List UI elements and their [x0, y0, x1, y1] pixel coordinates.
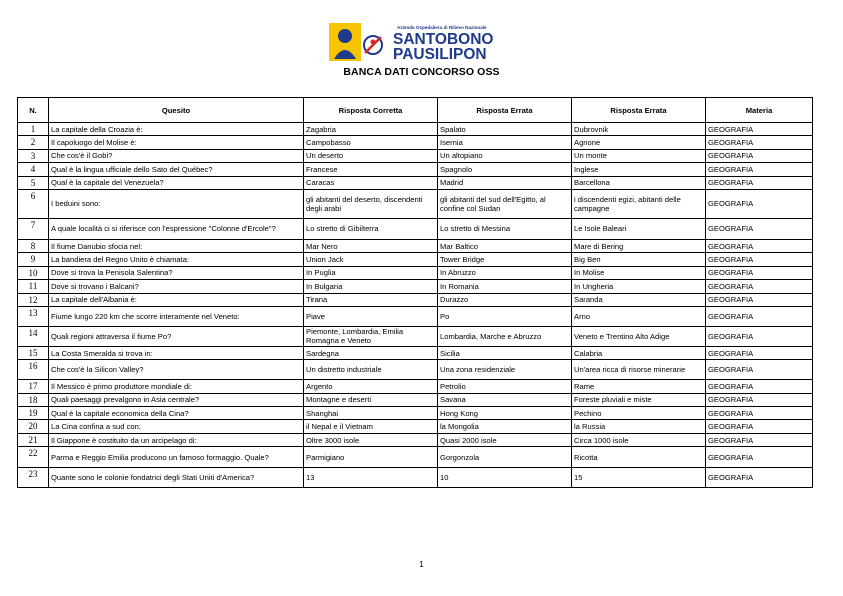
cell-row-number: 16: [18, 360, 49, 380]
cell-subject: GEOGRAFIA: [706, 253, 813, 266]
table-body: [18, 123, 813, 488]
cell-row-number: 22: [18, 447, 49, 468]
cell-question: Dove si trova la Penisola Salentina?: [49, 266, 304, 279]
questions-table: [17, 97, 813, 488]
table-row: [18, 149, 813, 162]
cell-wrong-answer-1: Isernia: [438, 136, 572, 149]
cell-wrong-answer-2: Le Isole Baleari: [572, 218, 706, 239]
cell-correct-answer: Piemonte, Lombardia, Emilia Romagna e Veneto: [304, 326, 438, 346]
cell-wrong-answer-2: Un'area ricca di risorse minerarie: [572, 360, 706, 380]
cell-row-number: 21: [18, 433, 49, 446]
cell-correct-answer: Un distretto industriale: [304, 360, 438, 380]
cell-correct-answer: Francese: [304, 163, 438, 176]
cell-correct-answer: il Nepal e il Vietnam: [304, 420, 438, 433]
cell-subject: GEOGRAFIA: [706, 266, 813, 279]
cell-question: Quali regioni attraversa il fiume Po?: [49, 326, 304, 346]
cell-question: Dove si trovano i Balcani?: [49, 280, 304, 293]
table-row: [18, 407, 813, 420]
cell-correct-answer: Tirana: [304, 293, 438, 306]
cell-wrong-answer-2: Arno: [572, 306, 706, 326]
column-header-subject: Materia: [706, 98, 813, 123]
table-row: [18, 420, 813, 433]
table-row: [18, 136, 813, 149]
cell-wrong-answer-1: Madrid: [438, 176, 572, 189]
cell-question: Che cos'è la Silicon Valley?: [49, 360, 304, 380]
table-row: [18, 176, 813, 189]
cell-subject: GEOGRAFIA: [706, 468, 813, 488]
cell-wrong-answer-2: Big Ben: [572, 253, 706, 266]
cell-subject: GEOGRAFIA: [706, 380, 813, 393]
cell-row-number: 4: [18, 163, 49, 176]
cell-question: Quali paesaggi prevalgono in Asia centrale?: [49, 393, 304, 406]
table-row: [18, 293, 813, 306]
table-row: [18, 253, 813, 266]
cell-wrong-answer-1: Hong Kong: [438, 407, 572, 420]
cell-correct-answer: Zagabria: [304, 123, 438, 136]
logo-red-dot: [371, 40, 376, 45]
cell-subject: GEOGRAFIA: [706, 407, 813, 420]
cell-question: Che cos'è il Gobi?: [49, 149, 304, 162]
cell-subject: GEOGRAFIA: [706, 293, 813, 306]
table-row: [18, 468, 813, 488]
cell-question: Parma e Reggio Emilia producono un famoso formaggio. Quale?: [49, 447, 304, 468]
cell-subject: GEOGRAFIA: [706, 306, 813, 326]
cell-wrong-answer-2: Agnone: [572, 136, 706, 149]
cell-row-number: 1: [18, 123, 49, 136]
cell-correct-answer: Montagne e deserti: [304, 393, 438, 406]
cell-subject: GEOGRAFIA: [706, 123, 813, 136]
logo-name-line1: SANTOBONO: [393, 31, 494, 48]
cell-question: Qual è la capitale del Venezuela?: [49, 176, 304, 189]
cell-row-number: 5: [18, 176, 49, 189]
cell-question: A quale località ci si riferisce con l'espressione "Colonne d'Ercole"?: [49, 218, 304, 239]
column-header-question: Quesito: [49, 98, 304, 123]
cell-wrong-answer-2: Veneto e Trentino Alto Adige: [572, 326, 706, 346]
cell-subject: GEOGRAFIA: [706, 136, 813, 149]
table-row: [18, 380, 813, 393]
cell-wrong-answer-2: Inglese: [572, 163, 706, 176]
cell-wrong-answer-1: Petrolio: [438, 380, 572, 393]
cell-correct-answer: Argento: [304, 380, 438, 393]
cell-wrong-answer-1: Sicilia: [438, 346, 572, 359]
cell-question: Il Giappone è costituito da un arcipelago di:: [49, 433, 304, 446]
cell-subject: GEOGRAFIA: [706, 149, 813, 162]
cell-subject: GEOGRAFIA: [706, 239, 813, 252]
cell-correct-answer: Campobasso: [304, 136, 438, 149]
cell-wrong-answer-1: Lo stretto di Messina: [438, 218, 572, 239]
cell-row-number: 13: [18, 306, 49, 326]
cell-wrong-answer-2: Rame: [572, 380, 706, 393]
cell-wrong-answer-1: Durazzo: [438, 293, 572, 306]
cell-row-number: 10: [18, 266, 49, 279]
table-row: [18, 360, 813, 380]
cell-row-number: 3: [18, 149, 49, 162]
cell-wrong-answer-1: Lombardia, Marche e Abruzzo: [438, 326, 572, 346]
cell-row-number: 14: [18, 326, 49, 346]
cell-wrong-answer-1: Gorgonzola: [438, 447, 572, 468]
cell-wrong-answer-2: Foreste pluviali e miste: [572, 393, 706, 406]
cell-row-number: 2: [18, 136, 49, 149]
cell-wrong-answer-1: Quasi 2000 isole: [438, 433, 572, 446]
cell-correct-answer: Caracas: [304, 176, 438, 189]
cell-correct-answer: In Puglia: [304, 266, 438, 279]
cell-wrong-answer-1: gli abitanti del sud dell'Egitto, al confine col Sudan: [438, 189, 572, 218]
cell-wrong-answer-2: i discendenti egizi, abitanti delle campagne: [572, 189, 706, 218]
cell-row-number: 15: [18, 346, 49, 359]
cell-wrong-answer-1: In Romania: [438, 280, 572, 293]
column-header-wrong-answer-1: Risposta Errata: [438, 98, 572, 123]
cell-question: La Costa Smeralda si trova in:: [49, 346, 304, 359]
logo-name-line2: PAUSILIPON: [393, 46, 487, 61]
cell-row-number: 8: [18, 239, 49, 252]
table-row: [18, 239, 813, 252]
cell-wrong-answer-1: Po: [438, 306, 572, 326]
logo-tagline: Azienda Ospedaliera di Rilievo Nazionale: [397, 25, 487, 30]
table-row: [18, 393, 813, 406]
cell-wrong-answer-2: In Ungheria: [572, 280, 706, 293]
cell-question: La Cina confina a sud con:: [49, 420, 304, 433]
cell-row-number: 9: [18, 253, 49, 266]
cell-correct-answer: Union Jack: [304, 253, 438, 266]
cell-correct-answer: Parmigiano: [304, 447, 438, 468]
cell-question: I beduini sono:: [49, 189, 304, 218]
cell-question: Qual è la capitale economica della Cina?: [49, 407, 304, 420]
cell-wrong-answer-2: In Molise: [572, 266, 706, 279]
table-row: [18, 123, 813, 136]
cell-question: La bandiera del Regno Unito è chiamata:: [49, 253, 304, 266]
cell-subject: GEOGRAFIA: [706, 360, 813, 380]
cell-subject: GEOGRAFIA: [706, 393, 813, 406]
cell-wrong-answer-1: Mar Baltico: [438, 239, 572, 252]
column-header-correct-answer: Risposta Corretta: [304, 98, 438, 123]
cell-wrong-answer-1: Spagnolo: [438, 163, 572, 176]
cell-subject: GEOGRAFIA: [706, 433, 813, 446]
cell-row-number: 20: [18, 420, 49, 433]
cell-question: Fiume lungo 220 km che scorre interamente nel Veneto:: [49, 306, 304, 326]
cell-correct-answer: Oltre 3000 isole: [304, 433, 438, 446]
cell-wrong-answer-2: Circa 1000 isole: [572, 433, 706, 446]
cell-correct-answer: Un deserto: [304, 149, 438, 162]
hospital-logo: [329, 23, 511, 61]
cell-question: La capitale della Croazia è:: [49, 123, 304, 136]
cell-correct-answer: 13: [304, 468, 438, 488]
cell-correct-answer: Mar Nero: [304, 239, 438, 252]
cell-question: La capitale dell'Albania è:: [49, 293, 304, 306]
cell-wrong-answer-2: Calabria: [572, 346, 706, 359]
cell-subject: GEOGRAFIA: [706, 189, 813, 218]
cell-subject: GEOGRAFIA: [706, 346, 813, 359]
cell-wrong-answer-2: Mare di Bering: [572, 239, 706, 252]
cell-wrong-answer-2: Dubrovnik: [572, 123, 706, 136]
cell-question: Il Messico è primo produttore mondiale di:: [49, 380, 304, 393]
table-row: [18, 306, 813, 326]
hospital-logo-graphic: [329, 23, 511, 61]
cell-correct-answer: Piave: [304, 306, 438, 326]
cell-wrong-answer-2: Un monte: [572, 149, 706, 162]
cell-correct-answer: In Bulgaria: [304, 280, 438, 293]
cell-correct-answer: Lo stretto di Gibilterra: [304, 218, 438, 239]
table-row: [18, 280, 813, 293]
logo-red-stroke: [365, 37, 381, 53]
cell-wrong-answer-1: Tower Bridge: [438, 253, 572, 266]
cell-wrong-answer-2: Barcellona: [572, 176, 706, 189]
page-number: 1: [419, 560, 424, 569]
cell-correct-answer: gli abitanti del deserto, discendenti degli arabi: [304, 189, 438, 218]
cell-row-number: 23: [18, 468, 49, 488]
document-title: BANCA DATI CONCORSO OSS: [343, 66, 500, 78]
cell-question: Qual è la lingua ufficiale dello Sato del Québec?: [49, 163, 304, 176]
cell-wrong-answer-1: Spalato: [438, 123, 572, 136]
cell-question: Quante sono le colonie fondatrici degli Stati Uniti d'America?: [49, 468, 304, 488]
table-row: [18, 326, 813, 346]
table-row: [18, 433, 813, 446]
cell-row-number: 11: [18, 280, 49, 293]
cell-wrong-answer-1: Una zona residenziale: [438, 360, 572, 380]
table-row: [18, 346, 813, 359]
cell-row-number: 18: [18, 393, 49, 406]
cell-wrong-answer-1: Savana: [438, 393, 572, 406]
cell-wrong-answer-1: In Abruzzo: [438, 266, 572, 279]
cell-subject: GEOGRAFIA: [706, 420, 813, 433]
column-header-wrong-answer-2: Risposta Errata: [572, 98, 706, 123]
cell-wrong-answer-2: 15: [572, 468, 706, 488]
cell-wrong-answer-1: 10: [438, 468, 572, 488]
cell-wrong-answer-2: Pechino: [572, 407, 706, 420]
table-row: [18, 163, 813, 176]
logo-figure-head: [338, 29, 352, 43]
table-row: [18, 218, 813, 239]
cell-wrong-answer-1: Un altopiano: [438, 149, 572, 162]
cell-row-number: 19: [18, 407, 49, 420]
cell-subject: GEOGRAFIA: [706, 447, 813, 468]
cell-row-number: 17: [18, 380, 49, 393]
cell-wrong-answer-2: Ricotta: [572, 447, 706, 468]
cell-question: Il fiume Danubio sfocia nel:: [49, 239, 304, 252]
table-row: [18, 266, 813, 279]
table-row: [18, 189, 813, 218]
cell-row-number: 6: [18, 189, 49, 218]
table-row: [18, 447, 813, 468]
cell-correct-answer: Shanghai: [304, 407, 438, 420]
cell-row-number: 7: [18, 218, 49, 239]
cell-wrong-answer-2: la Russia: [572, 420, 706, 433]
cell-correct-answer: Sardegna: [304, 346, 438, 359]
cell-subject: GEOGRAFIA: [706, 326, 813, 346]
cell-question: Il capoluogo del Molise è:: [49, 136, 304, 149]
cell-subject: GEOGRAFIA: [706, 176, 813, 189]
cell-subject: GEOGRAFIA: [706, 218, 813, 239]
cell-wrong-answer-2: Saranda: [572, 293, 706, 306]
column-header-number: N.: [18, 98, 49, 123]
cell-row-number: 12: [18, 293, 49, 306]
cell-wrong-answer-1: la Mongolia: [438, 420, 572, 433]
cell-subject: GEOGRAFIA: [706, 163, 813, 176]
table-header-row: [18, 98, 813, 123]
cell-subject: GEOGRAFIA: [706, 280, 813, 293]
